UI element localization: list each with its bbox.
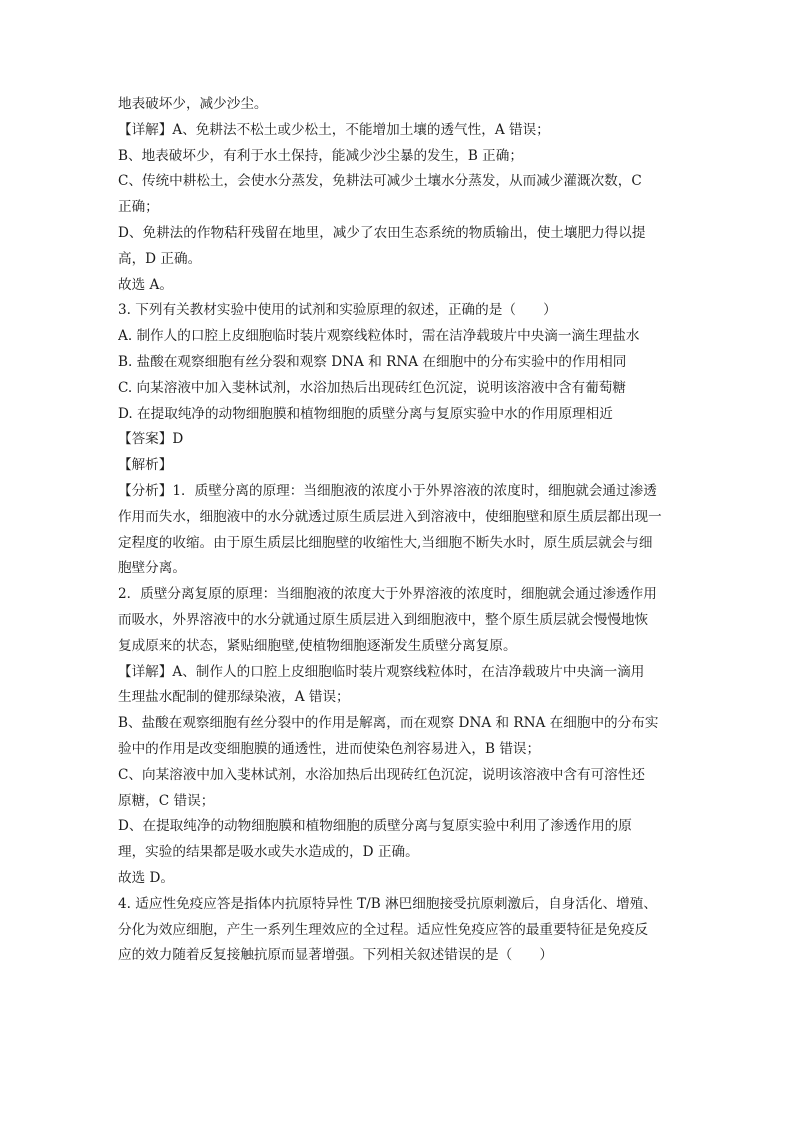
option-a: A. 制作人的口腔上皮细胞临时装片观察线粒体时，需在洁净载玻片中央滴一滴生理盐水 (118, 328, 640, 345)
text-line: 定程度的收缩。由于原生质层比细胞壁的收缩性大,当细胞不断失水时，原生质层就会与细 (118, 534, 653, 551)
option-d: D. 在提取纯净的动物细胞膜和植物细胞的质壁分离与复原实验中水的作用原理相近 (118, 405, 613, 422)
text-line: 胞壁分离。 (118, 560, 186, 577)
question-stem: 3. 下列有关教材实验中使用的试剂和实验原理的叙述，正确的是（ ） (118, 302, 557, 319)
document-body (118, 92, 678, 969)
question-stem: 4. 适应性免疫应答是指体内抗原特异性 T/B 淋巴细胞接受抗原刺激后，自身活化、增殖、 (118, 895, 657, 912)
answer-label: 【答案】D (118, 431, 184, 448)
text-line: D、在提取纯净的动物细胞膜和植物细胞的质壁分离与复原实验中利用了渗透作用的原 (118, 818, 632, 835)
text-line: 故选 A。 (118, 276, 173, 293)
text-line: 高，D 正确。 (118, 250, 202, 267)
text-line: B、地表破坏少，有利于水土保持，能减少沙尘暴的发生，B 正确； (118, 147, 523, 164)
text-line: 而吸水，外界溶液中的水分就通过原生质层进入到细胞液中，整个原生质层就会慢慢地恢 (118, 611, 649, 628)
text-line: 作用而失水，细胞液中的水分就透过原生质层进入到溶液中，使细胞壁和原生质层都出现一 (118, 508, 662, 525)
text-line: C、向某溶液中加入斐林试剂，水浴加热后出现砖红色沉淀，说明该溶液中含有可溶性还 (118, 766, 645, 783)
text-line: C、传统中耕松土，会使水分蒸发，免耕法可减少土壤水分蒸发，从而减少灌溉次数，C (118, 173, 642, 190)
text-line: 正确； (118, 199, 159, 216)
text-line: D、免耕法的作物秸秆残留在地里，减少了农田生态系统的物质输出，使土壤肥力得以提 (118, 224, 646, 241)
text-line: B、盐酸在观察细胞有丝分裂中的作用是解离，而在观察 DNA 和 RNA 在细胞中的分布实 (118, 715, 659, 732)
text-line: 【详解】A、制作人的口腔上皮细胞临时装片观察线粒体时，在洁净载玻片中央滴一滴用 (118, 663, 645, 680)
text-line: 原糖，C 错误； (118, 792, 215, 809)
analysis-label: 【解析】 (118, 457, 173, 474)
text-line: 应的效力随着反复接触抗原而显著增强。下列相关叙述错误的是（ ） (118, 947, 553, 964)
text-line: 【分析】1．质壁分离的原理：当细胞液的浓度小于外界溶液的浓度时，细胞就会通过渗透 (118, 482, 657, 499)
text-line: 复成原来的状态，紧贴细胞壁,使植物细胞逐渐发生质壁分离复原。 (118, 637, 517, 654)
option-b: B. 盐酸在观察细胞有丝分裂和观察 DNA 和 RNA 在细胞中的分布实验中的作用相同 (118, 353, 627, 370)
text-line: 理，实验的结果都是吸水或失水造成的，D 正确。 (118, 844, 419, 861)
option-c: C. 向某溶液中加入斐林试剂，水浴加热后出现砖红色沉淀，说明该溶液中含有葡萄糖 (118, 379, 626, 396)
text-line: 2．质壁分离复原的原理：当细胞液的浓度大于外界溶液的浓度时，细胞就会通过渗透作用 (118, 586, 657, 603)
text-line: 【详解】A、免耕法不松土或少松土，不能增加土壤的透气性，A 错误； (118, 121, 550, 138)
text-line: 生理盐水配制的健那绿染液，A 错误； (118, 689, 350, 706)
text-line: 分化为效应细胞，产生一系列生理效应的全过程。适应性免疫应答的最重要特征是免疫反 (118, 921, 649, 938)
text-line: 故选 D。 (118, 869, 175, 886)
text-line: 验中的作用是改变细胞膜的通透性，进而使染色剂容易进入，B 错误； (118, 740, 541, 757)
text-line: 地表破坏少，减少沙尘。 (118, 96, 268, 112)
